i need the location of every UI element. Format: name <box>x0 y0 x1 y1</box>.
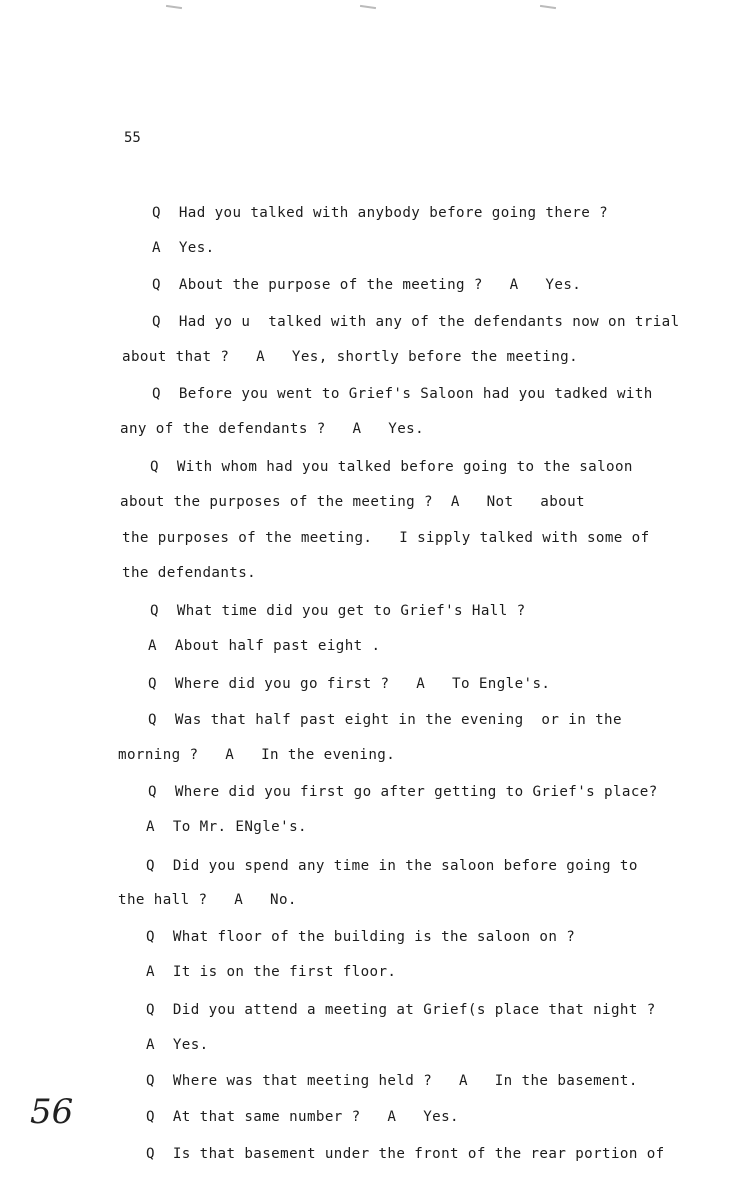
transcript-line: the defendants. <box>122 565 257 581</box>
transcript-line: Q Was that half past eight in the evening or in the <box>148 712 622 728</box>
transcript-line: any of the defendants ? A Yes. <box>120 421 425 437</box>
transcript-line: Q Where was that meeting held ? A In the basement. <box>146 1073 638 1089</box>
transcript-line: Q With whom had you talked before going to the saloon <box>150 459 633 475</box>
transcript-line: A To Mr. ENgle's. <box>146 819 307 835</box>
transcript-line: Q Did you spend any time in the saloon before going to <box>146 858 638 874</box>
transcript-line: morning ? A In the evening. <box>118 747 396 763</box>
transcript-line: the hall ? A No. <box>118 892 297 908</box>
transcript-line: Q Where did you go first ? A To Engle's. <box>148 676 551 692</box>
transcript-line: about the purposes of the meeting ? A Not about <box>120 494 585 510</box>
transcript-line: A Yes. <box>152 240 215 256</box>
scan-speck <box>360 5 376 9</box>
transcript-line: A It is on the first floor. <box>146 964 397 980</box>
transcript-line: A About half past eight . <box>148 638 381 654</box>
transcript-line: A Yes. <box>146 1037 209 1053</box>
transcript-line: Q What time did you get to Grief's Hall ? <box>150 603 526 619</box>
transcript-line: Q Before you went to Grief's Saloon had you tadked with <box>152 386 653 402</box>
transcript-line: Q What floor of the building is the saloon on ? <box>146 929 576 945</box>
transcript-line: Q About the purpose of the meeting ? A Yes. <box>152 277 582 293</box>
transcript-line: the purposes of the meeting. I sipply talked with some of <box>122 530 650 546</box>
transcript-line: Q Did you attend a meeting at Grief(s place that night ? <box>146 1002 656 1018</box>
handwritten-margin-note: 56 <box>30 1092 74 1132</box>
transcript-line: Q Had you talked with anybody before going there ? <box>152 205 609 221</box>
transcript-line: Q Where did you first go after getting to Grief's place? <box>148 784 658 800</box>
transcript-line: Q Is that basement under the front of the rear portion of <box>146 1146 665 1162</box>
scan-speck <box>540 5 556 9</box>
scan-speck <box>166 5 182 9</box>
transcript-line: Q Had yo u talked with any of the defendants now on trial <box>152 314 680 330</box>
page-number: 55 <box>124 130 141 146</box>
transcript-line: Q At that same number ? A Yes. <box>146 1109 459 1125</box>
transcript-line: about that ? A Yes, shortly before the meeting. <box>122 349 579 365</box>
